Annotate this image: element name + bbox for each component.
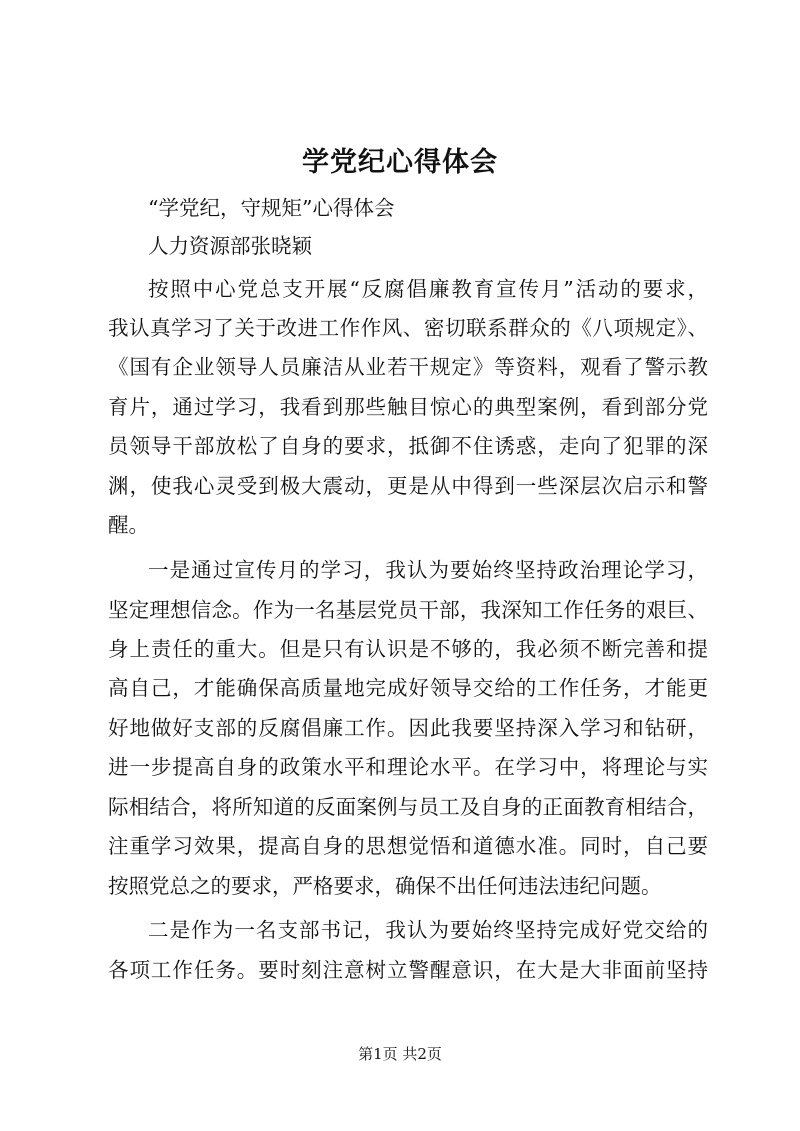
paragraph-line: 育片，通过学习，我看到那些触目惊心的典型案例，看到部分党 — [108, 395, 708, 419]
paragraph-line: 坚定理想信念。作为一名基层党员干部，我深知工作任务的艰巨、 — [108, 598, 708, 622]
paragraph-line: 醒。 — [108, 513, 149, 537]
paragraph-line: 《国有企业领导人员廉洁从业若干规定》等资料，观看了警示教 — [108, 355, 708, 379]
paragraph-line: 一是通过宣传月的学习，我认为要始终坚持政治理论学习， — [148, 558, 708, 582]
paragraph-line: 渊，使我心灵受到极大震动，更是从中得到一些深层次启示和警 — [108, 474, 708, 498]
paragraph-line: 我认真学习了关于改进工作作风、密切联系群众的《八项规定》、 — [108, 316, 708, 340]
paragraph-line: 按照中心党总支开展“反腐倡廉教育宣传月”活动的要求， — [148, 277, 708, 301]
paragraph-line: 二是作为一名支部书记，我认为要始终坚持完成好党交给的 — [148, 918, 708, 942]
paragraph-line: 员领导干部放松了自身的要求，抵御不住诱惑，走向了犯罪的深 — [108, 434, 708, 458]
paragraph-line: 注重学习效果，提高自身的思想觉悟和道德水准。同时，自己要 — [108, 834, 708, 858]
document-title: 学党纪心得体会 — [302, 147, 498, 178]
paragraph-line: 身上责任的重大。但是只有认识是不够的，我必须不断完善和提 — [108, 637, 708, 661]
page-number-footer: 第1页 共2页 — [358, 1045, 442, 1063]
paragraph-line: 按照党总之的要求，严格要求，确保不出任何违法违纪问题。 — [108, 874, 662, 898]
paragraph-line: 际相结合，将所知道的反面案例与员工及自身的正面教育相结合， — [108, 795, 708, 819]
paragraph-line: 进一步提高自身的政策水平和理论水平。在学习中，将理论与实 — [108, 755, 708, 779]
paragraph-line: 各项工作任务。要时刻注意树立警醒意识，在大是大非面前坚持 — [108, 958, 708, 982]
paragraph-line: 高自己，才能确保高质量地完成好领导交给的工作任务，才能更 — [108, 676, 708, 700]
subtitle-line: “学党纪，守规矩”心得体会 — [148, 196, 395, 220]
paragraph-line: 好地做好支部的反腐倡廉工作。因此我要坚持深入学习和钻研， — [108, 716, 708, 740]
author-line: 人力资源部张晓颖 — [148, 234, 312, 258]
